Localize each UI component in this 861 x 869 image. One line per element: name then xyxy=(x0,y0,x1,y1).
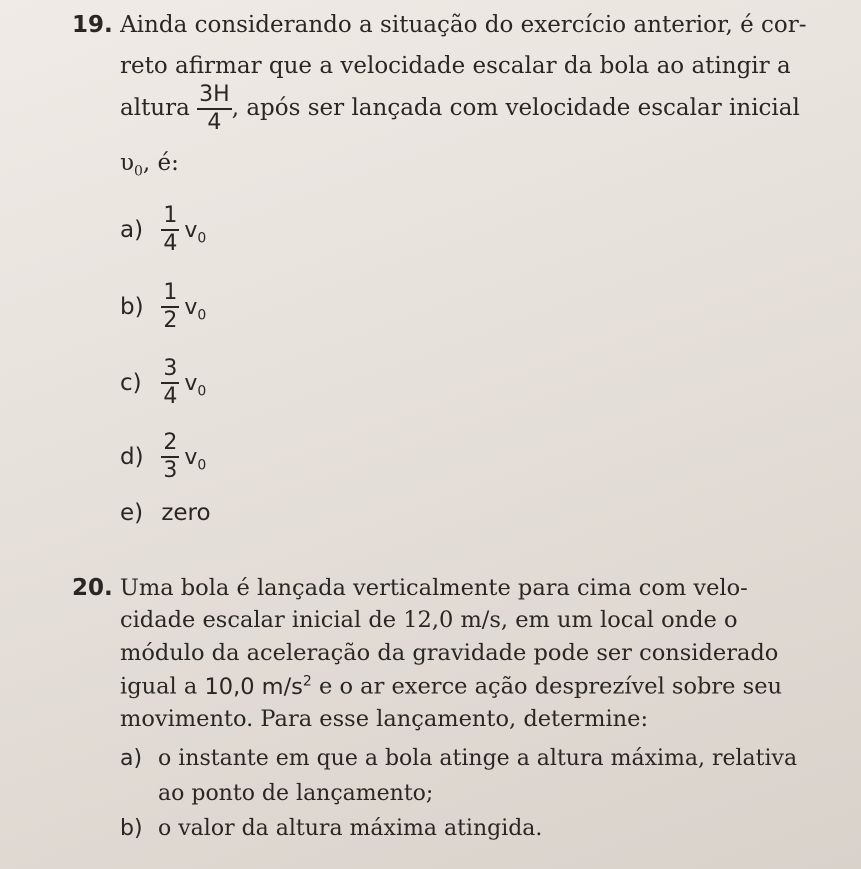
option-c-num: 3 xyxy=(161,358,179,384)
q20-item-a xyxy=(120,746,797,771)
option-b-fraction xyxy=(161,282,179,332)
option-c-var xyxy=(184,370,207,399)
option-d xyxy=(120,432,206,482)
option-d-var xyxy=(184,444,207,473)
option-a-letter: a) xyxy=(120,216,144,243)
q20-line5: movimento. Para esse lançamento, determine: xyxy=(120,706,649,732)
option-b-den: 2 xyxy=(163,308,178,333)
q20-line4-post: e o ar exerce ação desprezível sobre seu xyxy=(319,673,782,700)
option-d-fraction xyxy=(161,432,179,482)
q19-frac-num: 3H xyxy=(197,84,232,110)
q19-line2: reto afirmar que a velocidade escalar da bola ao atingir a xyxy=(120,53,791,79)
q19-altura: altura xyxy=(120,95,190,121)
option-e xyxy=(120,500,211,526)
option-c-sub: 0 xyxy=(197,382,207,399)
q19-fraction xyxy=(197,84,232,134)
option-d-num: 2 xyxy=(161,432,179,458)
option-c xyxy=(120,358,206,408)
q20-accel-value xyxy=(204,674,311,700)
q20-item-a-letter: a) xyxy=(120,746,143,771)
q20-line4 xyxy=(120,673,782,700)
option-c-fraction xyxy=(161,358,179,408)
q20-item-a-cont: ao ponto de lançamento; xyxy=(158,781,434,806)
option-d-v: v xyxy=(184,444,198,470)
option-a-sub: 0 xyxy=(197,229,207,246)
q19-text-1: Ainda considerando a situação do exercício anterior, é cor- xyxy=(120,12,807,38)
option-a-v: v xyxy=(184,217,198,243)
q20-line1 xyxy=(72,575,748,601)
q19-line3-rest: , após ser lançada com velocidade escalar inicial xyxy=(231,95,800,121)
q20-item-a-text: o instante em que a bola atinge a altura máxima, relativa xyxy=(158,746,798,771)
q19-frac-den: 4 xyxy=(207,110,222,135)
option-d-sub: 0 xyxy=(197,456,207,473)
option-b-num: 1 xyxy=(161,282,179,308)
q20-line4-pre: igual a xyxy=(120,673,198,700)
option-d-letter: d) xyxy=(120,443,144,470)
q20-item-b-text: o valor da altura máxima atingida. xyxy=(158,816,543,841)
q20-accel-exp: 2 xyxy=(302,673,312,689)
q20-line3: módulo da aceleração da gravidade pode ser considerado xyxy=(120,640,779,666)
q20-item-b-letter: b) xyxy=(120,816,143,841)
option-a-num: 1 xyxy=(161,205,179,231)
q19-number: 19. xyxy=(72,12,113,38)
option-a-var xyxy=(184,217,207,246)
option-e-letter: e) xyxy=(120,500,144,526)
q19-var-sub: 0 xyxy=(133,163,143,180)
q20-item-b xyxy=(120,816,542,841)
option-b-var xyxy=(184,294,207,323)
option-e-text: zero xyxy=(161,500,211,526)
option-b xyxy=(120,282,206,332)
option-b-sub: 0 xyxy=(197,306,207,323)
option-c-den: 4 xyxy=(163,384,178,409)
q19-var: υ xyxy=(120,150,134,176)
option-b-v: v xyxy=(184,294,198,320)
q20-line2: cidade escalar inicial de 12,0 m/s, em um local onde o xyxy=(120,607,738,633)
q19-line1 xyxy=(72,12,807,38)
option-a-den: 4 xyxy=(163,231,178,256)
option-a xyxy=(120,205,206,255)
option-c-letter: c) xyxy=(120,369,142,396)
option-c-v: v xyxy=(184,370,198,396)
option-a-fraction xyxy=(161,205,179,255)
q19-line4 xyxy=(120,150,179,180)
q20-text-1: Uma bola é lançada verticalmente para cima com velo- xyxy=(119,575,748,601)
option-d-den: 3 xyxy=(163,458,178,483)
q19-line3 xyxy=(120,84,800,134)
q19-line4-rest: , é: xyxy=(142,150,179,176)
q20-accel-number: 10,0 m/s xyxy=(204,673,303,700)
option-b-letter: b) xyxy=(120,293,144,320)
q20-number: 20. xyxy=(72,575,113,601)
